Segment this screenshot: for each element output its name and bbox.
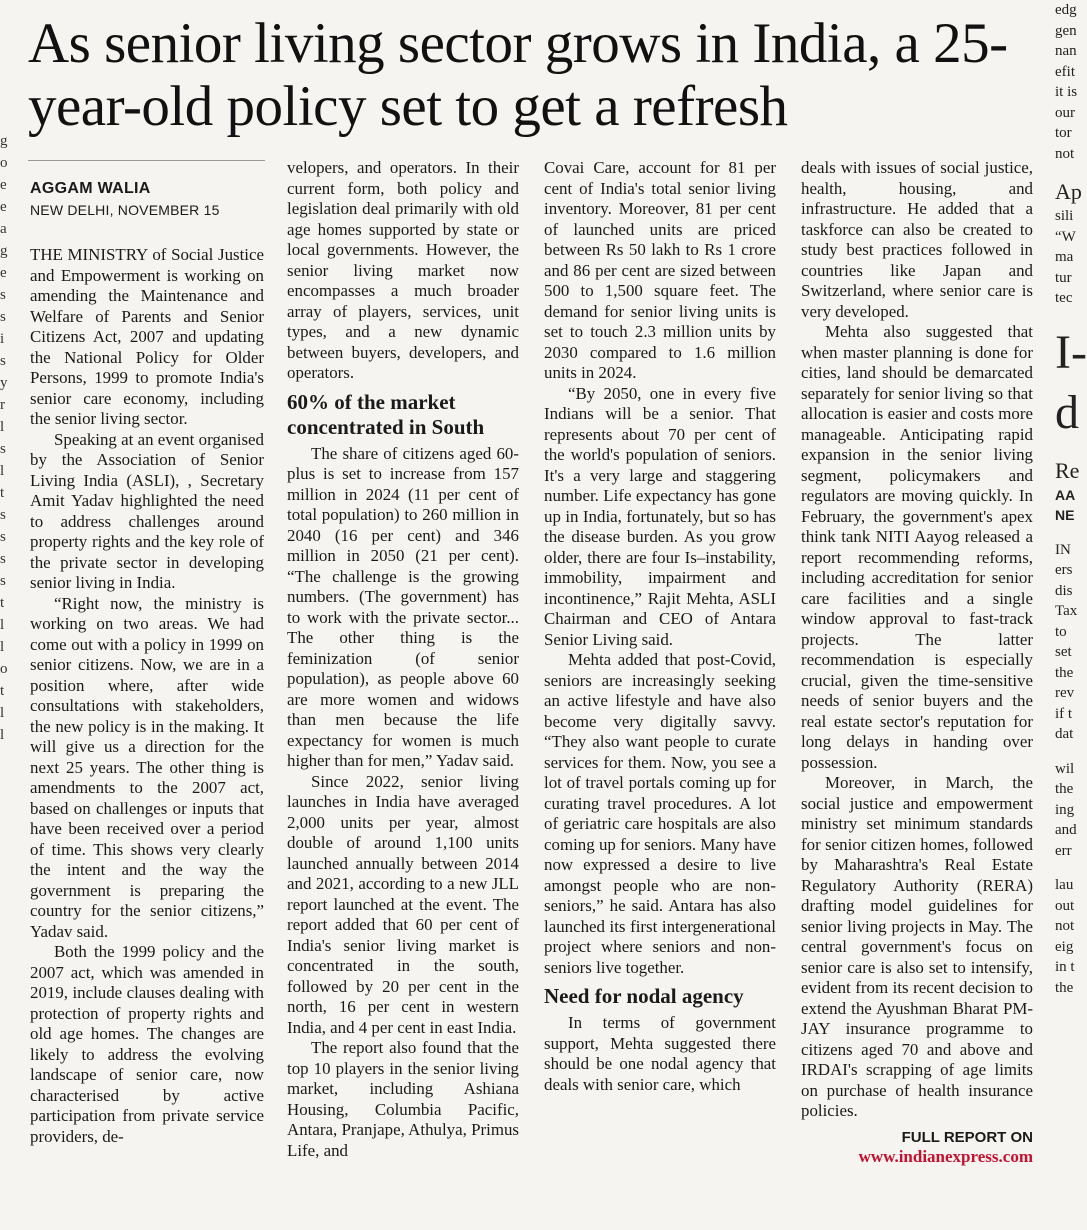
paragraph: “Right now, the ministry is working on two areas. We had come out with a policy in 1999 on senior citizens. Now, we are in a position where, after wide consultations with stakeholders, the new policy is in the making. It will give us a direction for the next 25 years. The other thing is amendments to the 2007 act, based on challenges or inputs that have been received over a period of time. This shows very clearly the intent and the way the government is preparing the country for the senior citizens,” Yadav said. — [30, 593, 264, 941]
article-column-2 — [287, 158, 519, 1160]
fragment-line: not — [1055, 145, 1075, 162]
fragment-line: s — [0, 309, 6, 325]
fragment-line: err — [1055, 842, 1072, 859]
fragment-line: sili — [1055, 208, 1074, 224]
fragment-line: tor — [1055, 125, 1072, 141]
full-report-label: FULL REPORT ON — [901, 1128, 1033, 1146]
dateline: NEW DELHI, NOVEMBER 15 — [30, 202, 220, 218]
fragment-line: ers — [1055, 562, 1073, 578]
fragment-line: t — [0, 595, 5, 611]
fragment-line: and — [1055, 822, 1077, 838]
fragment-line: in t — [1055, 959, 1075, 975]
fragment-line: y — [0, 375, 8, 391]
fragment-line: I- — [1055, 325, 1087, 379]
fragment-line: efit — [1055, 63, 1075, 80]
fragment-line: tec — [1055, 290, 1073, 306]
fragment-line: Ap — [1055, 179, 1082, 204]
fragment-line: r — [0, 397, 5, 413]
fragment-line: Re — [1055, 457, 1080, 483]
fragment-line: i — [0, 331, 5, 347]
subheading-nodal-agency: Need for nodal agency — [544, 984, 744, 1008]
paragraph: THE MINISTRY of Social Justice and Empowerment is working on amending the Maintenance and Welfare of Parents and Senior Citizens Act, 2007 and updating the National Policy for Older Persons, 1999 to promote India's senior care economy, including the senior living sector. — [30, 245, 264, 428]
byline-rule — [28, 160, 265, 161]
fragment-line: t — [0, 683, 5, 699]
fragment-line: o — [0, 155, 8, 171]
subheading-market: 60% of the market concentrated in South — [287, 389, 485, 439]
paragraph: velopers, and operators. In their current form, both policy and legislation deal primarily with old age homes supported by state or local governments. However, the senior living market now encompasses a much broader array of players, services, unit types, and a new dynamic between buyers, developers, and operators. — [287, 158, 519, 382]
fragment-line: edg — [1055, 2, 1077, 18]
fragment-line: l — [0, 463, 5, 479]
fragment-line: our — [1055, 104, 1075, 121]
fragment-line: tur — [1055, 269, 1072, 286]
fragment-line: e — [0, 265, 7, 281]
fragment-line: e — [0, 177, 7, 193]
fragment-line: l — [0, 727, 5, 743]
fragment-line: s — [0, 529, 6, 545]
fragment-line: a — [0, 221, 7, 237]
fragment-line: s — [0, 551, 6, 567]
fragment-line: the — [1055, 979, 1074, 996]
fragment-line: out — [1055, 897, 1075, 914]
fragment-line: AA — [1055, 486, 1076, 503]
fragment-line: s — [0, 507, 6, 523]
full-report-link[interactable]: www.indianexpress.com — [858, 1146, 1033, 1166]
fragment-line: l — [0, 419, 5, 435]
fragment-line: it is — [1055, 84, 1078, 100]
fragment-line: gen — [1055, 22, 1077, 39]
byline — [30, 180, 264, 218]
fragment-line: the — [1055, 664, 1074, 681]
fragment-line: ma — [1055, 249, 1074, 265]
paragraph: The share of citizens aged 60-plus is set to increase from 157 million in 2024 (11 per cent of total population) to 260 million in 2040 (16 per cent) and 346 million in 2050 (21 per cent). “The challenge is the growing numbers. (The government) has to work with the private sector... The other thing is the feminization (of senior population), as people above 60 are more women and widows than men because the life expectancy for women is much higher than for men,” Yadav said. — [287, 443, 519, 770]
fragment-line: if t — [1055, 705, 1073, 722]
paragraph: Both the 1999 policy and the 2007 act, which was amended in 2019, include clauses dealing with protection of property rights and old age homes. The changes are likely to address the evolving landscape of senior care, now characterised by active participation from private service providers, de- — [30, 942, 264, 1146]
article-column-3 — [544, 158, 776, 1143]
fragment-line: ing — [1055, 801, 1075, 818]
fragment-line: Tax — [1055, 603, 1078, 619]
fragment-line: eig — [1055, 938, 1074, 955]
fragment-line: g — [0, 243, 8, 259]
headline: As senior living sector grows in India, a 25-year-old policy set to get a refresh — [28, 12, 1008, 138]
fragment-line: nan — [1055, 43, 1077, 59]
fragment-line: dat — [1055, 726, 1074, 742]
fragment-line: e — [0, 199, 7, 215]
paragraph: In terms of government support, Mehta suggested there should be one nodal agency that deals with senior care, which — [544, 1013, 776, 1094]
fragment-line: l — [0, 617, 5, 633]
fragment-line: s — [0, 353, 6, 369]
fragment-line: IN — [1055, 541, 1071, 558]
fragment-line: l — [0, 639, 5, 655]
paragraph: Mehta also suggested that when master planning is done for cities, land should be demarcated separately for senior living so that allocation is easier and costs more manageable. Anticipating rapid expansion in the senior living segment, policymakers and regulators are moving quickly. In February, the government's apex think tank NITI Aayog released a report recommending reforms, including accreditation for senior care facilities and a single window approval to fast-track projects. The latter recommendation is especially crucial, given the time-sensitive needs of senior buyers and the real estate sector's reputation for long delays in handing over possession. — [801, 322, 1033, 772]
fragment-line: s — [0, 573, 6, 589]
article-column-4 — [801, 158, 1033, 1166]
paragraph: deals with issues of social justice, health, housing, and infrastructure. He added that a taskforce can also be created to study best practices followed in countries like Japan and Switzerland, where senior care is very developed. — [801, 158, 1033, 321]
adjacent-column-right-fragment — [1055, 0, 1087, 1145]
paragraph: Since 2022, senior living launches in India have averaged 2,000 units per year, almost double of around 1,100 units launched annually between 2014 and 2021, according to a new JLL report launched at the event. The report added that 60 per cent of India's senior living market is concentrated in the south, followed by 20 per cent in the north, 16 per cent in western India, and 4 per cent in east India. — [287, 771, 519, 1037]
paragraph: The report also found that the top 10 players in the senior living market, including Ashiana Housing, Columbia Pacific, Antara, Pranjape, Athulya, Primus Life, and — [287, 1038, 519, 1160]
fragment-line: l — [0, 705, 5, 721]
paragraph: Speaking at an event organised by the Association of Senior Living India (ASLI), , Secretary Amit Yadav highlighted the need to address challenges around property rights and the key role of the private sector in developing senior living in India. — [30, 429, 264, 592]
full-report-callout — [801, 1128, 1033, 1166]
fragment-line: d — [1055, 385, 1079, 439]
fragment-line: to — [1055, 623, 1067, 640]
fragment-line: “W — [1055, 228, 1076, 245]
adjacent-column-left-fragment — [0, 130, 10, 1145]
author-name: AGGAM WALIA — [30, 180, 151, 197]
article-column-1 — [30, 245, 264, 1230]
fragment-line: set — [1055, 644, 1072, 660]
fragment-line: not — [1055, 918, 1075, 934]
paragraph: Covai Care, account for 81 per cent of India's total senior living inventory. Moreover, 81 per cent of launched units are priced between Rs 50 lakh to Rs 1 crore and 86 per cent are sized between 500 to 1,500 square feet. The demand for senior living units is set to touch 2.3 million units by 2030 compared to 1.6 million units in 2024. — [544, 158, 776, 382]
paragraph: “By 2050, one in every five Indians will be a senior. That represents about 70 per cent of the world's population of seniors. It's a very large and staggering number. Life expectancy has gone up in India, fortunately, but so has the disease burden. As you grow older, there are four Is–instability, immobility, impairment and incontinence,” Rajit Mehta, ASLI Chairman and CEO of Antara Senior Living said. — [544, 383, 776, 649]
paragraph: Mehta added that post-Covid, seniors are increasingly seeking an active lifestyle and have also become very digitally savvy. “They also want people to curate services for them. Now, you see a lot of travel portals coming up for curating travel procedures. A lot of geriatric care hospitals are also coming up for seniors. Many have now expressed a desire to live amongst people who are non-seniors,” he said. Antara has also launched its first intergenerational project where seniors and non-seniors live together. — [544, 650, 776, 977]
fragment-line: g — [0, 133, 8, 149]
fragment-line: wil — [1055, 760, 1075, 777]
fragment-line: t — [0, 485, 5, 501]
fragment-line: lau — [1055, 877, 1074, 893]
fragment-line: s — [0, 441, 6, 457]
fragment-line: the — [1055, 781, 1074, 797]
fragment-line: NE — [1055, 507, 1075, 523]
fragment-line: o — [0, 661, 8, 677]
fragment-line: rev — [1055, 685, 1075, 701]
fragment-line: dis — [1055, 582, 1073, 599]
paragraph: Moreover, in March, the social justice and empowerment ministry set minimum standards for senior citizen homes, followed by Maharashtra's Real Estate Regulatory Authority (RERA) drafting model guidelines for senior living projects in May. The central government's focus on senior care is also set to intensify, evident from its recent decision to extend the Ayushman Bharat PM-JAY insurance programme to citizens aged 70 and above and IRDAI's scrapping of age limits on purchase of health insurance policies. — [801, 773, 1033, 1120]
fragment-line: s — [0, 287, 6, 303]
